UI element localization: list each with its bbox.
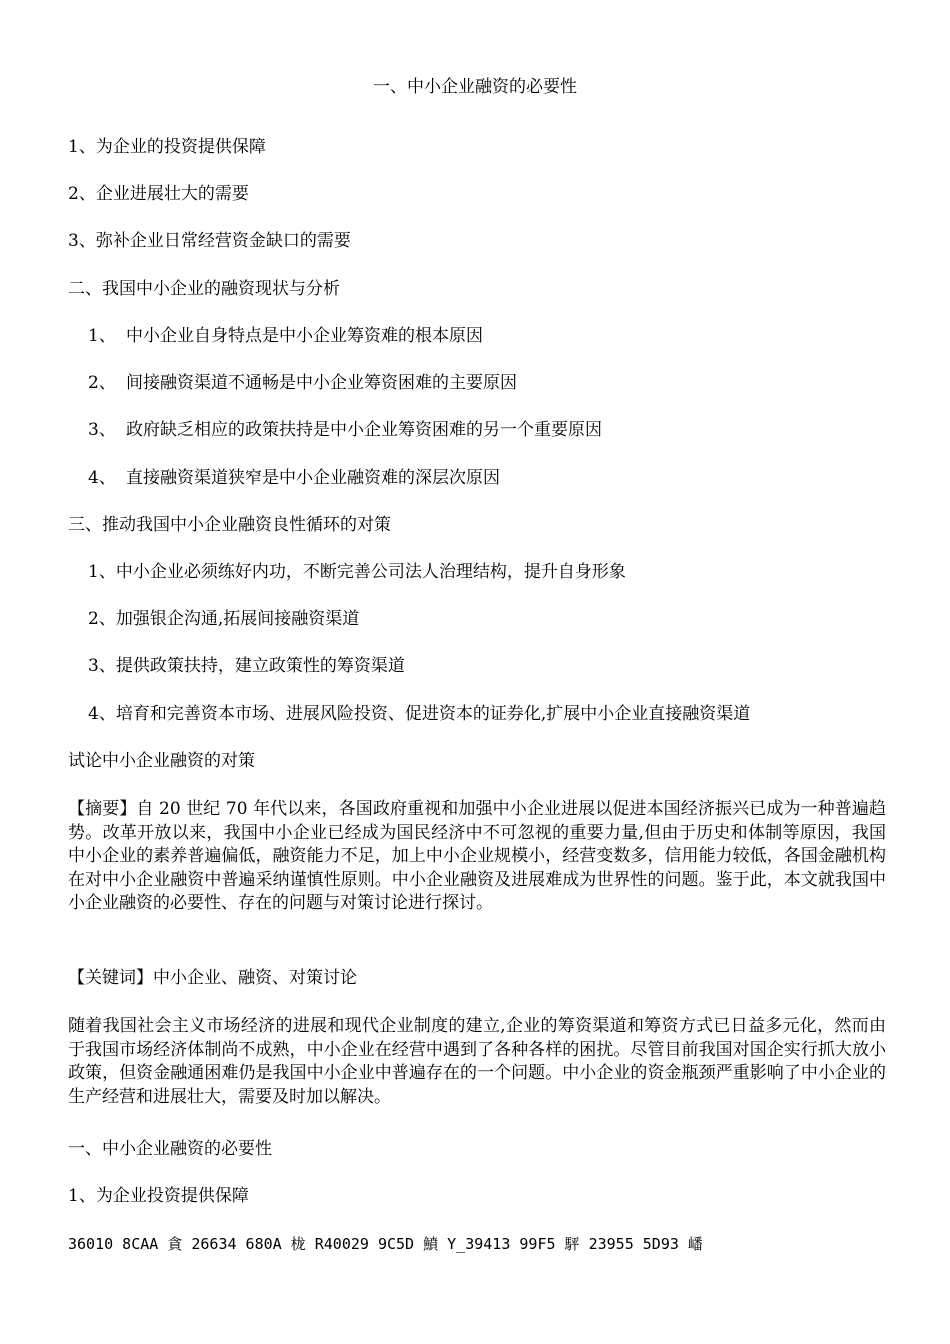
keywords-line: 【关键词】中小企业、融资、对策讨论 [68,968,357,988]
section2-item-3-number: 3、 [88,420,116,440]
section2-item-4 [88,468,500,488]
section2-item-1 [88,326,483,346]
document-title: 一、中小企业融资的必要性 [373,77,577,97]
section3-item-4: 4、培育和完善资本市场、进展风险投资、促进资本的证券化,扩展中小企业直接融资渠道 [88,704,751,724]
section2-heading: 二、我国中小企业的融资现状与分析 [68,279,340,299]
section2-item-2-number: 2、 [88,373,116,393]
intro-paragraph: 随着我国社会主义市场经济的进展和现代企业制度的建立,企业的筹资渠道和筹资方式已日益多元化，然而由于我国市场经济体制尚不成熟，中小企业在经营中遇到了各种各样的困扰。尽管目前我国对国企实行抓大放小政策，但资金融通困难仍是我国中小企业中普遍存在的一个问题。中小企业的资金瓶颈严重影响了中小企业的生产经营和进展壮大，需要及时加以解决。 [68,1016,886,1107]
paper-title: 试论中小企业融资的对策 [68,751,255,771]
body-subsection-heading: 1、为企业投资提供保障 [68,1186,249,1206]
section3-item-3: 3、提供政策扶持，建立政策性的筹资渠道 [88,656,405,676]
section3-item-1: 1、中小企业必须练好内功，不断完善公司法人治理结构，提升自身形象 [88,562,626,582]
section2-item-4-text: 直接融资渠道狭窄是中小企业融资难的深层次原因 [126,468,500,488]
section3-heading: 三、推动我国中小企业融资良性循环的对策 [68,515,391,535]
section1-item-2: 2、企业进展壮大的需要 [68,184,249,204]
section2-item-3-text: 政府缺乏相应的政策扶持是中小企业筹资困难的另一个重要原因 [126,420,602,440]
section2-item-2-text: 间接融资渠道不通畅是中小企业筹资困难的主要原因 [126,373,517,393]
encoded-character-line: 36010 8CAA 貪 26634 680A 栊 R40029 9C5D 鱝 Y_39413 99F5 駍 23955 5D93 嶓 [68,1235,703,1253]
section1-item-3: 3、弥补企业日常经营资金缺口的需要 [68,231,351,251]
section1-item-1: 1、为企业的投资提供保障 [68,137,266,157]
section2-item-1-number: 1、 [88,326,116,346]
section2-item-2 [88,373,517,393]
section2-item-4-number: 4、 [88,468,116,488]
section2-item-3 [88,420,602,440]
body-section-heading: 一、中小企业融资的必要性 [68,1139,272,1159]
section3-item-2: 2、加强银企沟通,拓展间接融资渠道 [88,609,360,629]
section2-item-1-text: 中小企业自身特点是中小企业筹资难的根本原因 [126,326,483,346]
abstract-paragraph: 【摘要】自 20 世纪 70 年代以来，各国政府重视和加强中小企业进展以促进本国经济振兴已成为一种普遍趋势。改革开放以来，我国中小企业已经成为国民经济中不可忽视的重要力量,但由于历史和体制等原因，我国中小企业的素养普遍偏低，融资能力不足，加上中小企业规模小，经营变数多，信用能力较低，各国金融机构在对中小企业融资中普遍采纳谨慎性原则。中小企业融资及进展难成为世界性的问题。鉴于此，本文就我国中小企业融资的必要性、存在的问题与对策讨论进行探讨。 [68,799,886,914]
